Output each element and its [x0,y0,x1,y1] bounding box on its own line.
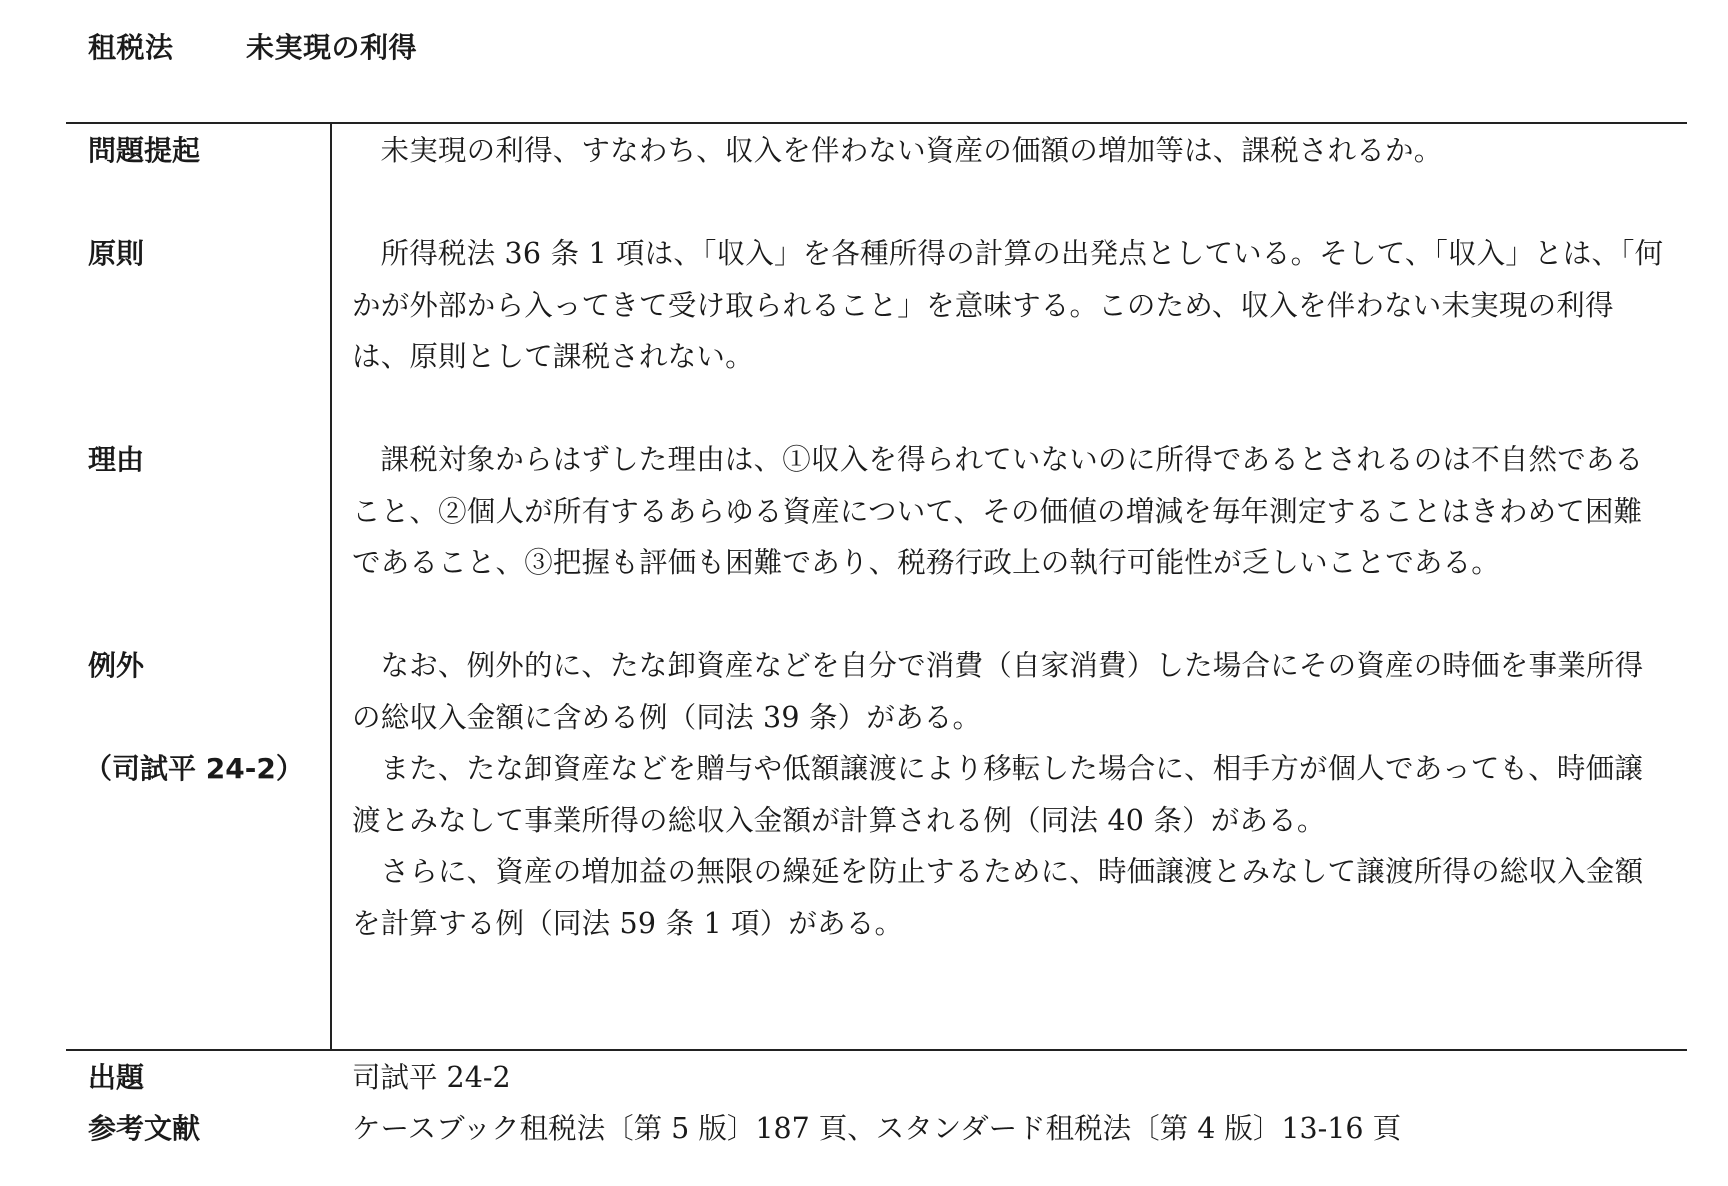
issue-text [352,125,1668,177]
principle-paragraph: 所得税法 36 条 1 項は、「収入」を各種所得の計算の出発点としている。そして、「収入」とは、「何かが外部から入ってきて受け取られること」を意味する。このため、収入を伴わない未実現の利得は、原則として課税されない。 [352,237,1664,373]
exam-label: 出題 [88,1061,145,1094]
issue-paragraph: 未実現の利得、すなわち、収入を伴わない資産の価額の増加等は、課税されるか。 [380,134,1443,167]
reason-paragraph: 課税対象からはずした理由は、①収入を得られていないのに所得であるとされるのは不自然であること、②個人が所有するあらゆる資産について、その価値の増減を毎年測定することはきわめて困難であること、③把握も評価も困難であり、税務行政上の執行可能性が乏しいことである。 [352,443,1644,579]
exception-label: 例外 [88,649,145,682]
table-bottom-rule [66,1049,1687,1051]
exception-text [352,640,1668,949]
principle-label: 原則 [88,237,145,270]
table-column-divider [330,123,332,1049]
reason-label: 理由 [88,443,145,476]
exception-paragraph-2: また、たな卸資産などを贈与や低額譲渡により移転した場合に、相手方が個人であっても、時価譲渡とみなして事業所得の総収入金額が計算される例（同法 40 条）がある。 [352,752,1644,837]
exam-value: 司試平 24-2 [352,1061,511,1094]
exception-sublabel: （司試平 24-2） [84,752,304,785]
issue-label: 問題提起 [88,134,201,167]
topic-title: 未実現の利得 [246,31,418,64]
table-top-rule [66,122,1687,124]
principle-text [352,228,1668,383]
references-value: ケースブック租税法〔第 5 版〕187 頁、スタンダード租税法〔第 4 版〕13-16 頁 [352,1112,1402,1145]
exception-paragraph-1: なお、例外的に、たな卸資産などを自分で消費（自家消費）した場合にその資産の時価を事業所得の総収入金額に含める例（同法 39 条）がある。 [352,649,1644,734]
subject-title: 租税法 [88,31,174,64]
document-header [88,26,417,66]
references-label: 参考文献 [88,1112,201,1145]
exception-paragraph-3: さらに、資産の増加益の無限の繰延を防止するために、時価譲渡とみなして譲渡所得の総収入金額を計算する例（同法 59 条 1 項）がある。 [352,855,1644,940]
reason-text [352,434,1668,589]
